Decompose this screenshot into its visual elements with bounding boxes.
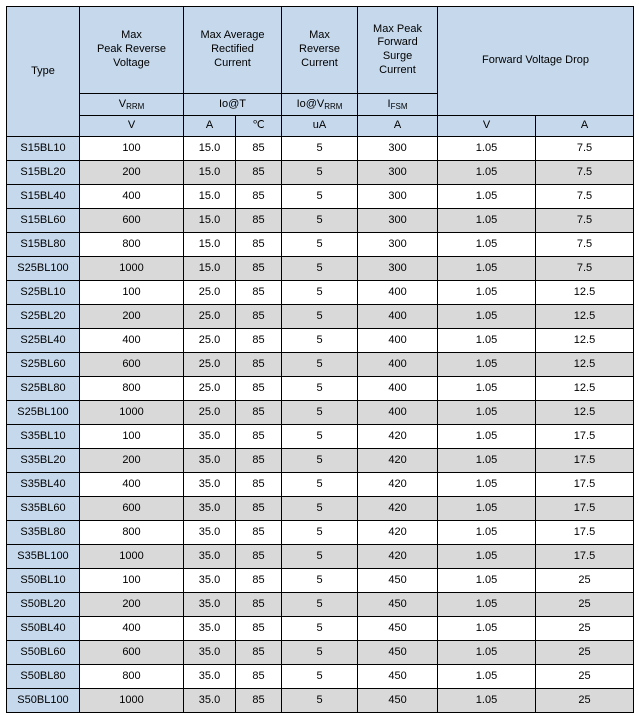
cell-type: S50BL10 [7,569,80,593]
unit-reverse-current: uA [282,116,358,137]
cell-average-rectified-current: 35.0 [184,497,236,521]
cell-surge-current: 450 [358,593,438,617]
cell-reverse-current: 5 [282,545,358,569]
cell-temperature: 85 [236,233,282,257]
cell-type: S25BL100 [7,257,80,281]
cell-surge-current: 300 [358,137,438,161]
cell-forward-current: 12.5 [536,353,634,377]
cell-temperature: 85 [236,161,282,185]
cell-reverse-current: 5 [282,665,358,689]
cell-type: S35BL80 [7,521,80,545]
cell-temperature: 85 [236,521,282,545]
cell-forward-current: 25 [536,593,634,617]
cell-forward-current: 7.5 [536,137,634,161]
table-row [7,617,634,641]
cell-surge-current: 400 [358,377,438,401]
cell-peak-reverse-voltage: 100 [80,569,184,593]
table-row [7,401,634,425]
cell-forward-voltage: 1.05 [438,593,536,617]
cell-forward-current: 7.5 [536,185,634,209]
header-max-reverse-current: Max Reverse Current [282,7,358,94]
cell-peak-reverse-voltage: 400 [80,617,184,641]
table-row [7,665,634,689]
cell-surge-current: 400 [358,401,438,425]
cell-peak-reverse-voltage: 400 [80,473,184,497]
cell-forward-current: 25 [536,641,634,665]
cell-forward-current: 12.5 [536,281,634,305]
cell-temperature: 85 [236,401,282,425]
header-type: Type [7,7,80,137]
cell-temperature: 85 [236,689,282,713]
cell-peak-reverse-voltage: 600 [80,209,184,233]
header-max-peak-reverse-voltage: Max Peak Reverse Voltage [80,7,184,94]
cell-forward-current: 7.5 [536,161,634,185]
table-row [7,641,634,665]
cell-type: S35BL20 [7,449,80,473]
cell-surge-current: 300 [358,185,438,209]
cell-forward-current: 7.5 [536,257,634,281]
cell-type: S35BL40 [7,473,80,497]
cell-forward-voltage: 1.05 [438,161,536,185]
cell-temperature: 85 [236,473,282,497]
cell-forward-current: 17.5 [536,521,634,545]
cell-surge-current: 450 [358,617,438,641]
cell-temperature: 85 [236,569,282,593]
cell-average-rectified-current: 25.0 [184,377,236,401]
table-row [7,305,634,329]
cell-forward-current: 25 [536,569,634,593]
cell-surge-current: 450 [358,689,438,713]
cell-peak-reverse-voltage: 200 [80,449,184,473]
cell-type: S35BL60 [7,497,80,521]
table-row [7,329,634,353]
cell-type: S50BL80 [7,665,80,689]
cell-reverse-current: 5 [282,185,358,209]
cell-reverse-current: 5 [282,305,358,329]
cell-surge-current: 300 [358,233,438,257]
unit-if: A [536,116,634,137]
cell-reverse-current: 5 [282,401,358,425]
cell-surge-current: 420 [358,545,438,569]
cell-peak-reverse-voltage: 400 [80,185,184,209]
cell-type: S25BL10 [7,281,80,305]
cell-surge-current: 400 [358,305,438,329]
cell-type: S35BL10 [7,425,80,449]
cell-average-rectified-current: 15.0 [184,209,236,233]
table-header [7,7,634,137]
cell-average-rectified-current: 25.0 [184,281,236,305]
cell-type: S15BL40 [7,185,80,209]
cell-temperature: 85 [236,425,282,449]
cell-forward-voltage: 1.05 [438,425,536,449]
cell-temperature: 85 [236,281,282,305]
cell-peak-reverse-voltage: 1000 [80,689,184,713]
cell-temperature: 85 [236,377,282,401]
unit-vf: V [438,116,536,137]
cell-type: S25BL80 [7,377,80,401]
cell-reverse-current: 5 [282,689,358,713]
cell-peak-reverse-voltage: 200 [80,593,184,617]
table-row [7,425,634,449]
diode-specification-table [6,6,634,713]
cell-temperature: 85 [236,185,282,209]
table-row [7,233,634,257]
cell-forward-current: 17.5 [536,497,634,521]
cell-surge-current: 420 [358,473,438,497]
cell-forward-current: 7.5 [536,209,634,233]
cell-peak-reverse-voltage: 600 [80,497,184,521]
cell-forward-voltage: 1.05 [438,401,536,425]
cell-type: S15BL80 [7,233,80,257]
cell-forward-current: 7.5 [536,233,634,257]
cell-reverse-current: 5 [282,209,358,233]
cell-reverse-current: 5 [282,593,358,617]
cell-forward-current: 17.5 [536,449,634,473]
cell-forward-voltage: 1.05 [438,209,536,233]
cell-reverse-current: 5 [282,497,358,521]
cell-peak-reverse-voltage: 800 [80,521,184,545]
table-row [7,377,634,401]
cell-average-rectified-current: 15.0 [184,185,236,209]
cell-reverse-current: 5 [282,257,358,281]
header-max-peak-forward-surge-current: Max Peak Forward Surge Current [358,7,438,94]
cell-average-rectified-current: 15.0 [184,233,236,257]
cell-forward-voltage: 1.05 [438,473,536,497]
cell-forward-current: 12.5 [536,329,634,353]
cell-type: S50BL100 [7,689,80,713]
cell-reverse-current: 5 [282,569,358,593]
cell-forward-voltage: 1.05 [438,353,536,377]
cell-type: S25BL60 [7,353,80,377]
cell-temperature: 85 [236,209,282,233]
cell-average-rectified-current: 35.0 [184,689,236,713]
table-row [7,593,634,617]
table-row [7,521,634,545]
cell-forward-voltage: 1.05 [438,185,536,209]
cell-peak-reverse-voltage: 100 [80,425,184,449]
cell-average-rectified-current: 25.0 [184,353,236,377]
cell-peak-reverse-voltage: 600 [80,641,184,665]
cell-reverse-current: 5 [282,617,358,641]
cell-peak-reverse-voltage: 800 [80,665,184,689]
cell-surge-current: 420 [358,497,438,521]
header-row-units [7,116,634,137]
cell-temperature: 85 [236,137,282,161]
cell-peak-reverse-voltage: 100 [80,281,184,305]
cell-peak-reverse-voltage: 100 [80,137,184,161]
cell-temperature: 85 [236,617,282,641]
table-row [7,449,634,473]
cell-peak-reverse-voltage: 1000 [80,257,184,281]
cell-peak-reverse-voltage: 1000 [80,545,184,569]
table-body [7,137,634,713]
cell-surge-current: 420 [358,425,438,449]
cell-average-rectified-current: 35.0 [184,521,236,545]
cell-temperature: 85 [236,305,282,329]
cell-peak-reverse-voltage: 200 [80,305,184,329]
cell-reverse-current: 5 [282,449,358,473]
cell-reverse-current: 5 [282,377,358,401]
table-row [7,137,634,161]
cell-average-rectified-current: 35.0 [184,593,236,617]
cell-surge-current: 450 [358,569,438,593]
cell-forward-voltage: 1.05 [438,521,536,545]
cell-average-rectified-current: 35.0 [184,545,236,569]
cell-type: S50BL20 [7,593,80,617]
cell-temperature: 85 [236,497,282,521]
cell-reverse-current: 5 [282,161,358,185]
cell-surge-current: 450 [358,665,438,689]
table-row [7,497,634,521]
cell-surge-current: 300 [358,257,438,281]
cell-peak-reverse-voltage: 1000 [80,401,184,425]
cell-average-rectified-current: 35.0 [184,569,236,593]
cell-surge-current: 420 [358,521,438,545]
cell-temperature: 85 [236,665,282,689]
cell-surge-current: 300 [358,161,438,185]
cell-peak-reverse-voltage: 800 [80,233,184,257]
cell-peak-reverse-voltage: 800 [80,377,184,401]
cell-type: S35BL100 [7,545,80,569]
cell-average-rectified-current: 35.0 [184,665,236,689]
cell-type: S50BL60 [7,641,80,665]
table-row [7,689,634,713]
cell-type: S15BL20 [7,161,80,185]
symbol-io-at-t: Io@T [184,94,282,116]
cell-average-rectified-current: 35.0 [184,617,236,641]
cell-forward-current: 17.5 [536,545,634,569]
cell-average-rectified-current: 25.0 [184,401,236,425]
cell-forward-voltage: 1.05 [438,329,536,353]
cell-average-rectified-current: 25.0 [184,329,236,353]
cell-average-rectified-current: 35.0 [184,473,236,497]
cell-type: S15BL10 [7,137,80,161]
cell-temperature: 85 [236,641,282,665]
unit-vrrm: V [80,116,184,137]
unit-surge-current: A [358,116,438,137]
symbol-vrrm: VRRM [80,94,184,116]
cell-average-rectified-current: 35.0 [184,425,236,449]
cell-forward-voltage: 1.05 [438,689,536,713]
cell-average-rectified-current: 35.0 [184,641,236,665]
cell-type: S25BL40 [7,329,80,353]
table-row [7,281,634,305]
header-row-titles [7,7,634,94]
cell-surge-current: 400 [358,329,438,353]
cell-forward-voltage: 1.05 [438,305,536,329]
cell-average-rectified-current: 25.0 [184,305,236,329]
cell-temperature: 85 [236,329,282,353]
cell-forward-current: 25 [536,617,634,641]
table-row [7,209,634,233]
cell-type: S15BL60 [7,209,80,233]
header-forward-voltage-drop: Forward Voltage Drop [438,7,634,116]
cell-reverse-current: 5 [282,641,358,665]
cell-forward-voltage: 1.05 [438,377,536,401]
cell-average-rectified-current: 15.0 [184,161,236,185]
cell-average-rectified-current: 15.0 [184,137,236,161]
cell-peak-reverse-voltage: 200 [80,161,184,185]
cell-reverse-current: 5 [282,521,358,545]
cell-forward-voltage: 1.05 [438,617,536,641]
cell-surge-current: 300 [358,209,438,233]
unit-io: A [184,116,236,137]
cell-type: S50BL40 [7,617,80,641]
table-row [7,185,634,209]
cell-reverse-current: 5 [282,329,358,353]
cell-forward-current: 25 [536,689,634,713]
symbol-io-at-vrrm: Io@VRRM [282,94,358,116]
cell-forward-current: 12.5 [536,377,634,401]
cell-forward-voltage: 1.05 [438,233,536,257]
table-row [7,353,634,377]
cell-reverse-current: 5 [282,425,358,449]
cell-average-rectified-current: 35.0 [184,449,236,473]
cell-temperature: 85 [236,449,282,473]
cell-forward-current: 17.5 [536,425,634,449]
symbol-ifsm: IFSM [358,94,438,116]
cell-forward-voltage: 1.05 [438,641,536,665]
cell-forward-voltage: 1.05 [438,281,536,305]
cell-type: S25BL20 [7,305,80,329]
cell-forward-voltage: 1.05 [438,497,536,521]
cell-forward-current: 12.5 [536,305,634,329]
cell-reverse-current: 5 [282,137,358,161]
cell-temperature: 85 [236,593,282,617]
cell-forward-voltage: 1.05 [438,569,536,593]
cell-peak-reverse-voltage: 400 [80,329,184,353]
cell-forward-current: 12.5 [536,401,634,425]
unit-temperature: ℃ [236,116,282,137]
cell-temperature: 85 [236,257,282,281]
cell-forward-current: 17.5 [536,473,634,497]
header-max-average-rectified-current: Max Average Rectified Current [184,7,282,94]
cell-forward-voltage: 1.05 [438,545,536,569]
cell-peak-reverse-voltage: 600 [80,353,184,377]
cell-forward-voltage: 1.05 [438,257,536,281]
cell-surge-current: 400 [358,281,438,305]
cell-surge-current: 400 [358,353,438,377]
cell-temperature: 85 [236,545,282,569]
table-row [7,569,634,593]
cell-reverse-current: 5 [282,281,358,305]
table-row [7,545,634,569]
table-row [7,473,634,497]
cell-forward-voltage: 1.05 [438,449,536,473]
cell-forward-voltage: 1.05 [438,137,536,161]
cell-reverse-current: 5 [282,233,358,257]
cell-temperature: 85 [236,353,282,377]
cell-type: S25BL100 [7,401,80,425]
table-row [7,161,634,185]
table-row [7,257,634,281]
cell-average-rectified-current: 15.0 [184,257,236,281]
cell-forward-current: 25 [536,665,634,689]
cell-surge-current: 450 [358,641,438,665]
cell-reverse-current: 5 [282,353,358,377]
cell-forward-voltage: 1.05 [438,665,536,689]
cell-reverse-current: 5 [282,473,358,497]
cell-surge-current: 420 [358,449,438,473]
